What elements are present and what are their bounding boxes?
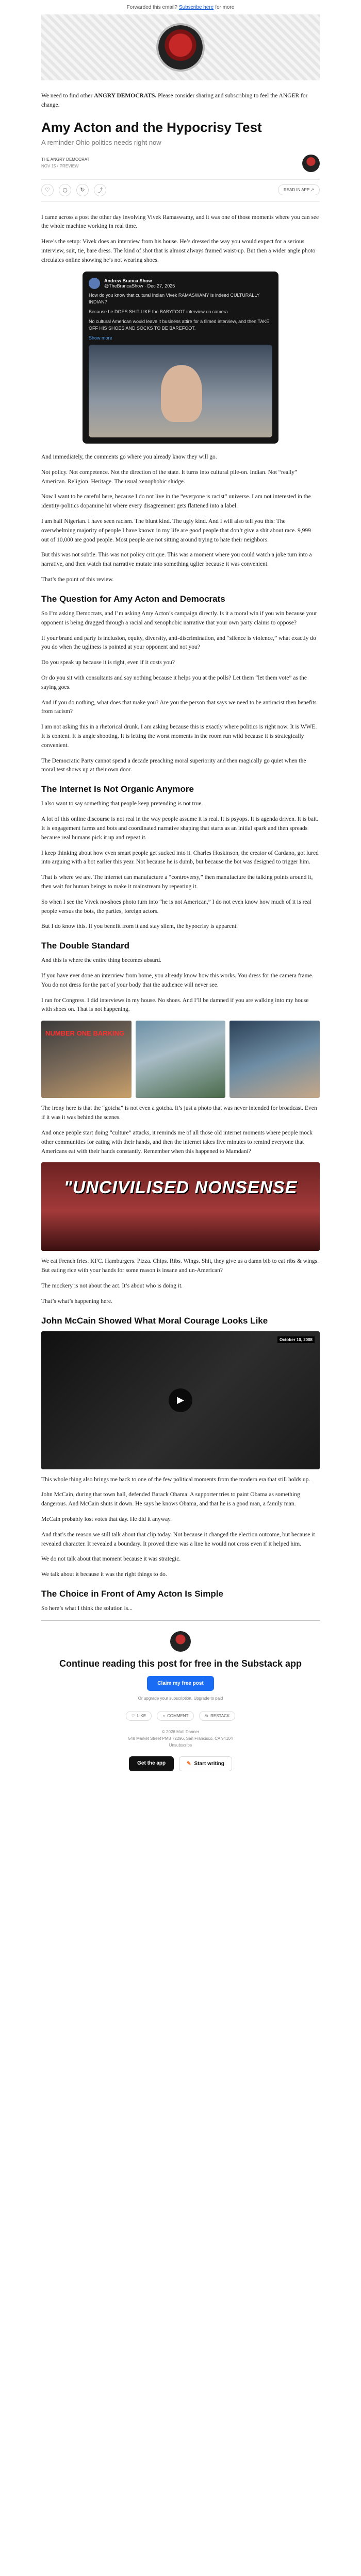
paragraph: We do not talk about that moment because it was strategic. — [41, 1556, 181, 1563]
tweet-author: Andrew Branca Show — [104, 278, 152, 283]
section-heading: The Internet Is Not Organic Anymore — [41, 784, 194, 794]
paragraph: That’s the point of this review. — [41, 577, 114, 583]
tweet-text-3: No cultural American would leave it business attire for a filmed interview, and then TAKE OFF HIS SHOES AND SOCKS TO BE BAREFOOT. — [89, 318, 270, 331]
header-banner — [41, 14, 320, 80]
paragraph: So I’m asking Democrats, and I’m asking Amy Acton’s campaign directly. Is it a moral win if you win because your opponent is being dragged through a racial and xenophobic narrative that your own party claims to oppose? — [41, 610, 317, 626]
angry-mascot-logo — [158, 25, 203, 70]
paragraph: And once people start doing “culture” attacks, it reminds me of all those old internet moments where people mock other communities for eating with their hands, and then the internet takes five minutes to remind everyone that Americans eat with their hands constantly. Remember when this happened to Mamdani? — [41, 1129, 313, 1155]
comment-icon[interactable]: ○ — [59, 184, 71, 196]
subscribe-link[interactable]: Subscribe here — [178, 4, 214, 10]
paragraph: If your brand and party is inclusion, equity, diversity, anti-discrimination, and “silence is violence,” what exactly do you do when the ugliness is pointed at your opponent and not you? — [41, 635, 316, 651]
paragraph: That’s what’s happening here. — [41, 1298, 112, 1304]
play-icon[interactable]: ▶ — [169, 1388, 192, 1412]
footer-comment-button[interactable]: ○ COMMENT — [157, 1711, 194, 1721]
photo-barefoot-1[interactable] — [41, 1021, 132, 1098]
tweet-show-more[interactable]: Show more — [89, 335, 112, 341]
paragraph: We talk about it because it was the right things to do. — [41, 1571, 167, 1578]
section-heading: The Question for Amy Acton and Democrats — [41, 594, 225, 604]
pen-icon: ✎ — [187, 1760, 191, 1767]
paragraph: I am half Nigerian. I have seen racism. The blunt kind. The ugly kind. And I will also tell you this: The overwhelming majority of people I have known in my life are good people that don’t give a shit about race. 9,999 out of 10,000 are good people. Most people are not sitting around trying to hate their neighbors. — [41, 518, 311, 543]
forward-suffix: for more — [215, 4, 235, 10]
paragraph: But I do know this. If you benefit from it and stay silent, the hypocrisy is apparent. — [41, 923, 238, 930]
comment-icon: ○ — [162, 1714, 166, 1719]
paragraph: McCain probably lost votes that day. He did it anyway. — [41, 1516, 172, 1523]
paragraph: Do you speak up because it is right, even if it costs you? — [41, 659, 175, 666]
paragraph: Now I want to be careful here, because I do not live in the “everyone is racist” universe. I am not interested in the identity-politics dopamine hit where every disagreement gets flattened into a label. — [41, 494, 311, 510]
paragraph: I also want to say something that people keep pretending is not true. — [41, 801, 203, 807]
footer — [41, 1729, 320, 1749]
meme-image[interactable] — [41, 1162, 320, 1251]
forward-text: Forwarded this email? — [126, 4, 177, 10]
share-icon[interactable]: ⤴ — [94, 184, 106, 196]
publication-logo — [170, 1631, 191, 1652]
meme-caption: "UNCIVILISED NONSENSE — [63, 1178, 298, 1198]
paragraph: And immediately, the comments go where you already know they will go. — [41, 453, 217, 460]
paragraph: We eat French fries. KFC. Hamburgers. Pizza. Chips. Ribs. Wings. Shit, they give us a damn bib to eat ribs & wings. But eating rice with your hands for some reason is insane and un-American? — [41, 1258, 319, 1274]
paragraph: I am not asking this in a rhetorical drunk. I am asking because this is exactly where politics is right now. It is WWE. It is content. It is angle shooting. It is letting the worst moments in the room run wild because it is strategically convenient. — [41, 724, 317, 749]
paragraph: So here’s what I think the solution is... — [41, 1605, 133, 1612]
paragraph: A lot of this online discourse is not real in the way people assume it is real. It is psyops. It is agenda driven. It is bait. It is engagement farms and bots and coordinated narrative shaping that starts as an initial spark and then spreads because real humans pick it up and repeat it. — [41, 816, 319, 841]
tweet-avatar — [89, 278, 100, 289]
paragraph: And this is where the entire thing becomes absurd. — [41, 957, 161, 964]
start-writing-button[interactable]: ✎ Start writing — [179, 1756, 232, 1771]
intro-text: We need to find other ANGRY DEMOCRATS. Please consider sharing and subscribing to feel the ANGER for change. — [41, 93, 308, 108]
paragraph: This whole thing also brings me back to one of the few political moments from the modern era that still holds up. — [41, 1476, 310, 1483]
tweet-handle: @TheBrancaShow · Dec 27, 2025 — [104, 283, 175, 289]
copyright: © 2026 Matt Danner — [161, 1730, 200, 1735]
photo-label: NUMBER ONE BARKING — [45, 1029, 125, 1038]
paragraph: I came across a post the other day involving Vivek Ramaswamy, and it was one of those moments where you can see the whole machine working in real time. — [41, 214, 319, 230]
footer-restack-button[interactable]: ↻ RESTACK — [199, 1711, 235, 1721]
paragraph: And if you do nothing, what does that make you? Are you the person that says we need to be antiracist then benefits from racism? — [41, 699, 317, 715]
restack-icon[interactable]: ↻ — [76, 184, 89, 196]
embedded-tweet[interactable] — [83, 272, 278, 444]
paragraph: I ran for Congress. I did interviews in my house. No shoes. And I’ll be damned if you are walking into my house with shoes on. That is not happening. — [41, 997, 309, 1013]
claim-free-post-button[interactable]: Claim my free post — [147, 1676, 214, 1691]
unsubscribe-link[interactable]: Unsubscribe — [169, 1742, 192, 1748]
bottom-buttons — [41, 1756, 320, 1787]
paragraph: But this was not subtle. This was not policy critique. This was a moment where you could watch a joke turn into a narrative, and then watch that narrative mutate into something uglier because it was convenient. — [41, 552, 312, 568]
get-app-button[interactable]: Get the app — [129, 1756, 174, 1771]
forward-bar — [0, 0, 361, 14]
tweet-photo — [89, 345, 272, 437]
paragraph: I keep thinking about how even smart people get sucked into it. Charles Hoskinson, the creator of Cardano, got lured into arguing with a bot earlier this year. Not because he is dumb, but because the bot was designed to trigger him. — [41, 850, 319, 866]
section-heading: The Choice in Front of Amy Acton Is Simple — [41, 1589, 223, 1599]
post-subtitle: A reminder Ohio politics needs right now — [41, 138, 161, 146]
paragraph: The irony here is that the “gotcha” is not even a gotcha. It’s just a photo that was never intended for broadcast. Even if it was it was behind the scenes. — [41, 1105, 317, 1121]
author-avatar[interactable] — [302, 155, 320, 172]
paywall-cta — [41, 1620, 320, 1787]
paragraph: Here’s the setup: Vivek does an interview from his house. He’s dressed the way you would expect for a serious interview, suit, tie, bare dress. The kind of shot that is almost always framed waist-up. But then a wider angle photo circulates online showing he’s not wearing shoes. — [41, 239, 316, 263]
paragraph: John McCain, during that town hall, defended Barack Obama. A supporter tries to paint Obama as something dangerous. And McCain shuts it down. He says he knows Obama, and that he is a good man, a family man. — [41, 1492, 300, 1507]
tweet-text-2: Because he DOES SHIT LIKE the BABYFOOT interview on camera. — [89, 309, 229, 314]
tweet-text-1: How do you know that cultural Indian Vivek RAMASWAMY is indeed CULTURALLY INDIAN? — [89, 292, 260, 304]
post-title[interactable]: Amy Acton and the Hypocrisy Test — [41, 119, 262, 135]
like-icon[interactable]: ♡ — [41, 184, 54, 196]
paragraph: Not policy. Not competence. Not the direction of the state. It turns into cultural pile-on. Indian. Not “really” American. Religion. Heritage. The usual xenophobic sludge. — [41, 469, 298, 485]
paragraph: The Democratic Party cannot spend a decade preaching moral superiority and then magically go quiet when the moral test shows up at their own door. — [41, 757, 306, 773]
post-actions — [41, 179, 320, 202]
photo-barefoot-2[interactable] — [136, 1021, 226, 1098]
section-heading: The Double Standard — [41, 941, 129, 951]
paragraph: Or do you sit with consultants and say nothing because it helps you at the polls? Let them “let them vote” as the saying goes. — [41, 674, 307, 690]
author-row — [41, 155, 320, 172]
footer-like-button[interactable]: ♡ LIKE — [126, 1711, 152, 1721]
video-date: October 10, 2008 — [277, 1336, 315, 1343]
read-in-app-button[interactable]: READ IN APP ↗ — [278, 184, 320, 195]
section-heading: John McCain Showed What Moral Courage Looks Like — [41, 1315, 268, 1326]
post-date: NOV 15 • PREVIEW — [41, 163, 79, 168]
paragraph: The mockery is not about the act. It’s about who is doing it. — [41, 1282, 183, 1289]
address: 548 Market Street PMB 72296, San Francisco, CA 94104 — [128, 1736, 233, 1741]
footer-actions — [41, 1711, 320, 1721]
cta-title: Continue reading this post for free in the Substack app — [59, 1658, 302, 1669]
paragraph: That is where we are. The internet can manufacture a “controversy,” then manufacture the talking points around it, then wait for human beings to make it mainstream by repeating it. — [41, 874, 313, 890]
paragraph: If you have ever done an interview from home, you already know how this works. You dress for the camera frame. You do not dress for the part of your body that the audience will never see. — [41, 973, 314, 988]
photo-collage — [41, 1021, 320, 1098]
heart-icon: ♡ — [131, 1714, 135, 1719]
paragraph: And that’s the reason we still talk about that clip today. Not because it changed the election outcome, but because it revealed character. It revealed a boundary. It proved there was a line he would not cross even if it helped him. — [41, 1531, 315, 1547]
upgrade-link[interactable]: Or upgrade your subscription. Upgrade to paid — [138, 1696, 223, 1701]
restack-icon: ↻ — [205, 1714, 209, 1719]
post-content — [41, 92, 320, 1787]
paragraph: So when I see the Vivek no-shoes photo turn into “he is not American,” I do not even know how much of it is real people versus the bots, the parties, foreign actors. — [41, 899, 311, 914]
photo-barefoot-3[interactable] — [229, 1021, 320, 1098]
publication-name[interactable]: THE ANGRY DEMOCRAT — [41, 157, 90, 162]
embedded-video[interactable] — [41, 1331, 320, 1469]
